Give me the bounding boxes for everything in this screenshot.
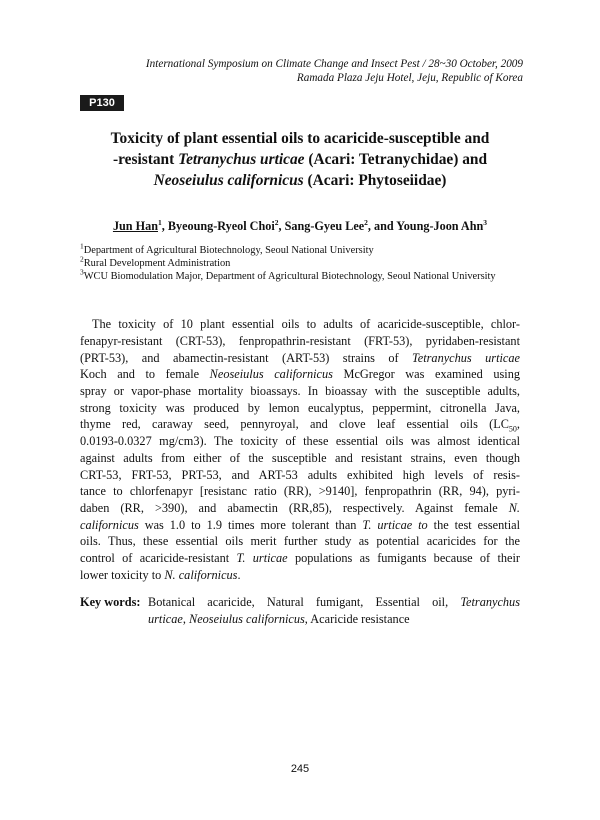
- abstract-line: [80, 416, 520, 433]
- abstract-text: Koch and to female: [80, 367, 210, 381]
- abstract-line: [80, 366, 520, 383]
- species-name: T. urticae: [236, 551, 288, 565]
- affiliation-1: [80, 241, 525, 257]
- conference-header: International Symposium on Climate Change and Insect Pest / 28~30 October, 2009: [145, 58, 523, 70]
- abstract-text: (PRT-53), and abamectin-resistant (ART-53) strains of: [80, 351, 413, 365]
- keyword-text: , Acaricide resistance: [304, 612, 410, 626]
- abstract-text: control of acaricide-resistant: [80, 551, 237, 565]
- abstract-line: spray or vapor-phase mortality bioassays. In bioassay with the susceptible adults,: [80, 384, 520, 398]
- abstract-text: McGregor was examined using: [332, 367, 520, 381]
- affiliation-2: [80, 254, 525, 270]
- abstract-line: fenapyr-resistant (CRT-53), fenpropathrin-resistant (FRT-53), pyridaben-resistant: [80, 334, 520, 348]
- abstract-line: strong toxicity was produced by lemon eucalyptus, peppermint, citronella Java,: [80, 401, 520, 415]
- abstract-text: thyme red, caraway seed, pennyroyal, and clove leaf essential oils (LC: [80, 417, 509, 431]
- affiliation-marker: 2: [274, 217, 279, 227]
- abstract-line: 0.0193-0.0327 mg/cm3). The toxicity of these essential oils was almost identical: [80, 434, 520, 448]
- species-name: Tetranychus: [460, 595, 520, 609]
- abstract-text: ,: [516, 417, 520, 431]
- affiliation-marker: 3: [483, 217, 488, 227]
- poster-code-badge: P130: [80, 95, 124, 111]
- species-name: T. urticae to: [362, 518, 428, 532]
- keyword-text: ,: [182, 612, 189, 626]
- abstract-line: CRT-53, FRT-53, PRT-53, and ART-53 adults exhibited high levels of resis-: [80, 468, 520, 482]
- author-name: Byeoung-Ryeol Choi: [167, 219, 275, 233]
- species-name: Neoseiulus californicus: [209, 367, 333, 381]
- species-name: Tetranychus urticae: [178, 151, 305, 168]
- separator: ,: [367, 219, 374, 233]
- title-text: (Acari: Phytoseiidae): [303, 172, 447, 189]
- affiliation-text: WCU Biomodulation Major, Department of Agricultural Biotechnology, Seoul National University: [83, 271, 496, 282]
- abstract-text: populations as fumigants because of their: [287, 551, 521, 565]
- subscript: 50: [508, 424, 517, 434]
- abstract-line: [80, 500, 520, 517]
- abstract-text: lower toxicity to: [80, 568, 165, 582]
- venue-header: Ramada Plaza Jeju Hotel, Jeju, Republic of Korea: [296, 72, 523, 84]
- keywords-line-2: [148, 611, 520, 628]
- title-line-2: [80, 149, 520, 170]
- keywords-label: Key words:: [80, 595, 141, 609]
- affiliation-3: [80, 267, 525, 283]
- abstract-text: was 1.0 to 1.9 times more tolerant than: [138, 518, 363, 532]
- affiliation-text: Rural Development Administration: [83, 258, 231, 269]
- abstract-line: [80, 567, 520, 584]
- title-line-1: Toxicity of plant essential oils to acaricide-susceptible and: [110, 130, 490, 147]
- abstract-line: [80, 550, 520, 567]
- abstract-line: [80, 517, 520, 534]
- abstract-line: The toxicity of 10 plant essential oils to adults of acaricide-susceptible, chlor-: [92, 317, 520, 331]
- abstract-text: the test essential: [427, 518, 520, 532]
- author-name: Jun Han: [112, 219, 158, 233]
- species-name: Neoseiulus californicus: [189, 612, 305, 626]
- separator: and: [374, 219, 397, 233]
- separator: ,: [278, 219, 285, 233]
- abstract-text: daben (RR, >390), and abamectin (RR,85), respectively. Against female: [80, 501, 509, 515]
- page-number: 245: [290, 763, 310, 775]
- title-text: (Acari: Tetranychidae) and: [304, 151, 488, 168]
- separator: ,: [161, 219, 168, 233]
- affiliation-marker: 1: [158, 217, 162, 227]
- title-text: -resistant: [112, 151, 179, 168]
- keywords-line-1: [148, 594, 520, 611]
- title-line-3: [80, 170, 520, 191]
- author-list: [80, 218, 520, 234]
- abstract-line: against adults from either of the susceptible and resistant strains, even though: [80, 451, 520, 465]
- species-name: Neoseiulus californicus: [153, 172, 304, 189]
- affiliation-number: 2: [80, 254, 84, 264]
- affiliation-text: Department of Agricultural Biotechnology, Seoul National University: [83, 245, 374, 256]
- species-name: N. californicus: [164, 568, 238, 582]
- keyword-text: Botanical acaricide, Natural fumigant, Essential oil,: [148, 595, 461, 609]
- species-name: Tetranychus urticae: [412, 351, 520, 365]
- affiliation-number: 1: [80, 241, 84, 251]
- affiliation-number: 3: [80, 267, 84, 277]
- abstract-line: [80, 350, 520, 367]
- abstract-line: tance to chlorfenapyr [resistanc ratio (RR), >9140], fenpropathrin (RR, 94), pyri-: [80, 484, 520, 498]
- author-name: Sang-Gyeu Lee: [284, 219, 365, 233]
- species-name: californicus: [80, 518, 139, 532]
- species-name: N.: [508, 501, 520, 515]
- species-name: urticae: [148, 612, 183, 626]
- abstract-text: .: [237, 568, 241, 582]
- abstract-line: oils. Thus, these essential oils merit further study as potential acaricides for the: [80, 534, 520, 548]
- author-name: Young-Joon Ahn: [396, 219, 484, 233]
- affiliation-marker: 2: [364, 217, 368, 227]
